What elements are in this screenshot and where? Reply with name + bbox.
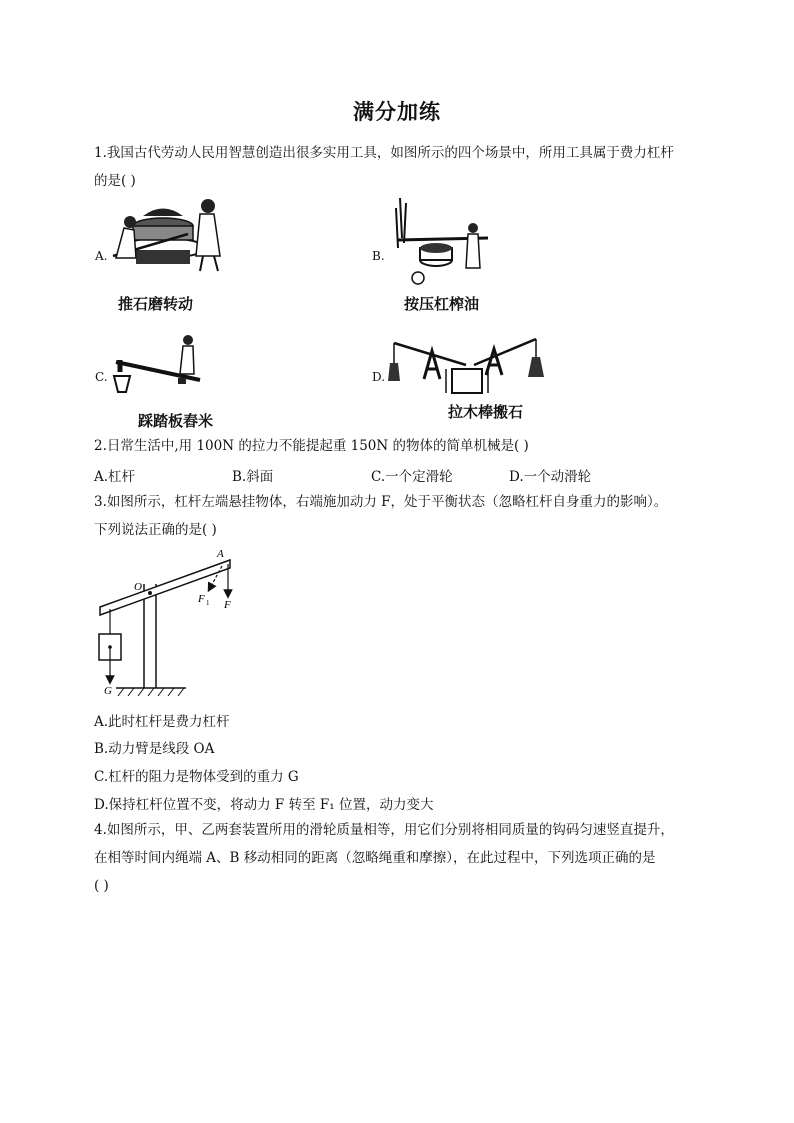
q4-stem-line2: 在相等时间内绳端 A、B 移动相同的距离（忽略绳重和摩擦），在此过程中，下列选项正确的是: [94, 850, 656, 866]
q2-option-b: B.斜面: [232, 469, 274, 485]
q3-option-b: B.动力臂是线段 OA: [94, 741, 215, 757]
rice-pounder-illustration: [110, 332, 210, 402]
q2-stem: 2.日常生活中,用 100N 的拉力不能提起重 150N 的物体的简单机械是( ): [94, 438, 529, 454]
q3-stem-line1: 3.如图所示，杠杆左端悬挂物体，右端施加动力 F，处于平衡状态（忽略杠杆自身重力的影响）。: [94, 494, 668, 510]
point-a-label: A: [217, 548, 224, 560]
q2-option-a: A.杠杆: [94, 469, 136, 485]
force-f1-label: F: [198, 593, 205, 605]
page-title: 满分加练: [353, 99, 441, 124]
millstone-illustration: [108, 196, 238, 276]
q1-option-d-label: D.: [372, 370, 386, 384]
q2-option-c: C.一个定滑轮: [371, 469, 453, 485]
q1-option-b-label: B.: [372, 249, 385, 263]
q1-option-c-label: C.: [95, 370, 108, 384]
q1-option-c-caption: 踩踏板舂米: [138, 412, 214, 430]
gravity-g-label: G: [104, 685, 112, 697]
q4-stem-line3: ( ): [94, 878, 109, 894]
q4-stem-line1: 4.如图所示，甲、乙两套装置所用的滑轮质量相等，用它们分别将相同质量的钩码匀速竖直提升，: [94, 822, 674, 838]
lever-diagram: [94, 546, 254, 698]
pivot-o-label: O: [134, 581, 142, 593]
q3-stem-line2: 下列说法正确的是( ): [94, 522, 217, 538]
oil-press-illustration: [388, 198, 498, 288]
q1-stem-line2: 的是( ): [94, 173, 136, 189]
q1-option-a-label: A.: [95, 249, 108, 263]
q1-option-a-caption: 推石磨转动: [118, 295, 194, 313]
stone-moving-illustration: [386, 335, 551, 400]
q3-option-a: A.此时杠杆是费力杠杆: [94, 714, 230, 730]
q1-option-d-caption: 拉木棒搬石: [448, 403, 524, 421]
q3-option-c: C.杠杆的阻力是物体受到的重力 G: [94, 769, 299, 785]
q1-option-b-caption: 按压杠榨油: [404, 295, 480, 313]
force-f1-subscript: 1: [206, 599, 210, 607]
force-f-label: F: [224, 599, 231, 611]
q2-option-d: D.一个动滑轮: [509, 469, 592, 485]
q1-stem-line1: 1.我国古代劳动人民用智慧创造出很多实用工具，如图所示的四个场景中，所用工具属于费力杠杆: [94, 145, 674, 161]
q3-option-d: D.保持杠杆位置不变，将动力 F 转至 F₁ 位置，动力变大: [94, 797, 434, 813]
